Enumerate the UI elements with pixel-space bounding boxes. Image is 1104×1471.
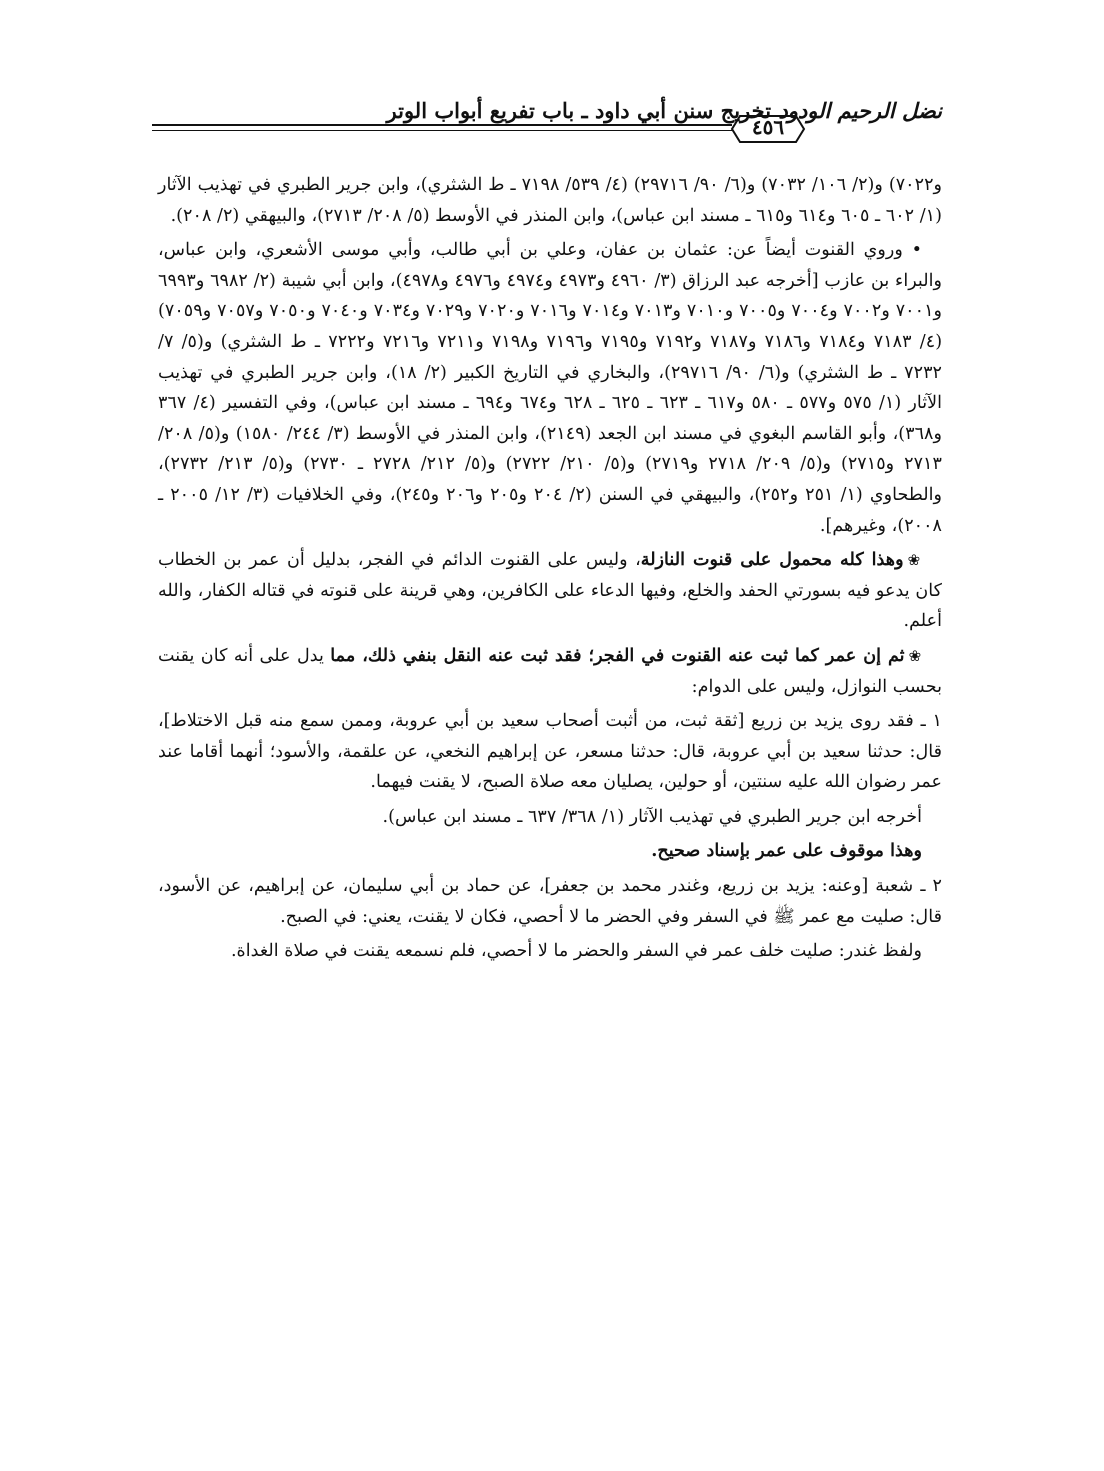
paragraph-9: ولفظ غندر: صليت خلف عمر في السفر والحضر ما لا أحصي، فلم نسمعه يقنت في صلاة الغداة. xyxy=(230,941,922,962)
page-body xyxy=(158,170,942,971)
paragraph-4-text: يدل على أنه كان يقنت بحسب النوازل، وليس على الدوام: xyxy=(158,645,942,697)
page-number: ٤٥٦ xyxy=(751,115,785,139)
paragraph-3-text: ، وليس على القنوت الدائم في الفجر، بدليل أن عمر بن الخطاب كان يدعو فيه بسورتي الحفد والخلع، وفيها الدعاء على الكافرين، وهي قرينة على قنوته في قتاله الكفار، والله أعلم. xyxy=(158,550,942,632)
paragraph-4 xyxy=(158,641,942,702)
flower-icon: ❀ xyxy=(908,646,922,665)
paragraph-3-lead: وهذا كله محمول على قنوت النازلة xyxy=(640,549,904,571)
paragraph-7: وهذا موقوف على عمر بإسناد صحيح. xyxy=(651,840,922,862)
paragraph-3 xyxy=(158,545,942,637)
paragraph-4-lead: ثم إن عمر كما ثبت عنه القنوت في الفجر؛ فقد ثبت عنه النقل بنفي ذلك، مما xyxy=(330,644,905,666)
flower-icon: ❀ xyxy=(907,551,922,570)
book-title: نضل الرحيم الودود xyxy=(778,98,942,123)
paragraph-6: أخرجه ابن جرير الطبري في تهذيب الآثار (١/ ٣٦٨/ ٦٣٧ ـ مسند ابن عباس). xyxy=(382,806,922,827)
page-number-badge xyxy=(730,112,806,146)
paragraph-8: ٢ ـ شعبة [وعنه: يزيد بن زريع، وغندر محمد بن جعفر]، عن حماد بن أبي سليمان، عن إبراهيم، عن الأسود، قال: صليت مع عمر ﷺ في السفر وفي الحضر ما لا أحصي، فكان لا يقنت، يعني: في الصبح. xyxy=(158,876,942,927)
running-header xyxy=(152,88,942,148)
paragraph-2: • وروي القنوت أيضاً عن: عثمان بن عفان، وعلي بن أبي طالب، وأبي موسى الأشعري، وابن عباس، والبراء بن عازب [أخرجه عبد الرزاق (٣/ ٤٩٦٠ و٤٩٧٣ و٤٩٧٤ و٤٩٧٦ و٤٩٧٨)، وابن أبي شيبة (٢/ ٦٩٨٢ و٦٩٩٣ و٧٠٠١ و٧٠٠٢ و٧٠٠٤ و٧٠٠٥ و٧٠١٠ و٧٠١٣ و٧٠١٤ و٧٠١٦ و٧٠٢٠ و٧٠٢٩ و٧٠٣٤ و٧٠٤٠ و٧٠٥٠ و٧٠٥٧ و٧٠٥٩) (٤/ ٧١٨٣ و٧١٨٤ و٧١٨٦ و٧١٨٧ و٧١٩٢ و٧١٩٥ و٧١٩٦ و٧١٩٨ و٧٢١١ و٧٢١٦ و٧٢٢٢ ـ ط الشثري) و(٥/ ٧/ ٧٢٣٢ ـ ط الشثري) و(٦/ ٩٠/ ٢٩٧١٦)، والبخاري في التاريخ الكبير (٢/ ١٨)، وابن جرير الطبري في تهذيب الآثار (١/ ٥٧٥ و٥٧٧ ـ ٥٨٠ و٦١٧ ـ ٦٢٣ ـ ٦٢٥ ـ ٦٢٨ و٦٧٤ و٦٩٤ ـ مسند ابن عباس)، وفي التفسير (٤/ ٣٦٧ و٣٦٨)، وأبو القاسم البغوي في مسند ابن الجعد (٢١٤٩)، وابن المنذر في الأوسط (٣/ ٢٤٤/ ١٥٨٠) و(٥/ ٢٠٨/ ٢٧١٣ و٢٧١٥) و(٥/ ٢٠٩/ ٢٧١٨ و٢٧١٩) و(٥/ ٢١٠/ ٢٧٢٢) و(٥/ ٢١٢/ ٢٧٢٨ ـ ٢٧٣٠) و(٥/ ٢١٣/ ٢٧٣٢)، والطحاوي (١/ ٢٥١ و٢٥٢)، والبيهقي في السنن (٢/ ٢٠٤ و٢٠٥ و٢٠٦ و٢٤٥)، وفي الخلافيات (٣/ ١٢/ ٢٠٠٥ ـ ٢٠٠٨)، وغيرهم]. xyxy=(158,240,943,536)
paragraph-1: و٧٠٢٢) و(٢/ ١٠٦/ ٧٠٣٢) و(٦/ ٩٠/ ٢٩٧١٦) (٤/ ٥٣٩/ ٧١٩٨ ـ ط الشثري)، وابن جرير الطبري في تهذيب الآثار (١/ ٦٠٢ ـ ٦٠٥ و٦١٤ و٦١٥ ـ مسند ابن عباس)، وابن المنذر في الأوسط (٥/ ٢٠٨/ ٢٧١٣)، والبيهقي (٢/ ٢٠٨). xyxy=(158,175,943,226)
header-rule xyxy=(152,124,732,134)
chapter-title: تخريج سنن أبي داود ـ باب تفريع أبواب الوتر xyxy=(386,98,779,123)
header-title xyxy=(387,98,942,123)
paragraph-5: ١ ـ فقد روى يزيد بن زريع [ثقة ثبت، من أثبت أصحاب سعيد بن أبي عروبة، وممن سمع منه قبل الاختلاط]، قال: حدثنا سعيد بن أبي عروبة، قال: حدثنا مسعر، عن إبراهيم النخعي، عن علقمة، والأسود؛ أنهما أقاما عند عمر رضوان الله عليه سنتين، أو حولين، يصليان معه صلاة الصبح، لا يقنت فيهما. xyxy=(158,711,942,793)
